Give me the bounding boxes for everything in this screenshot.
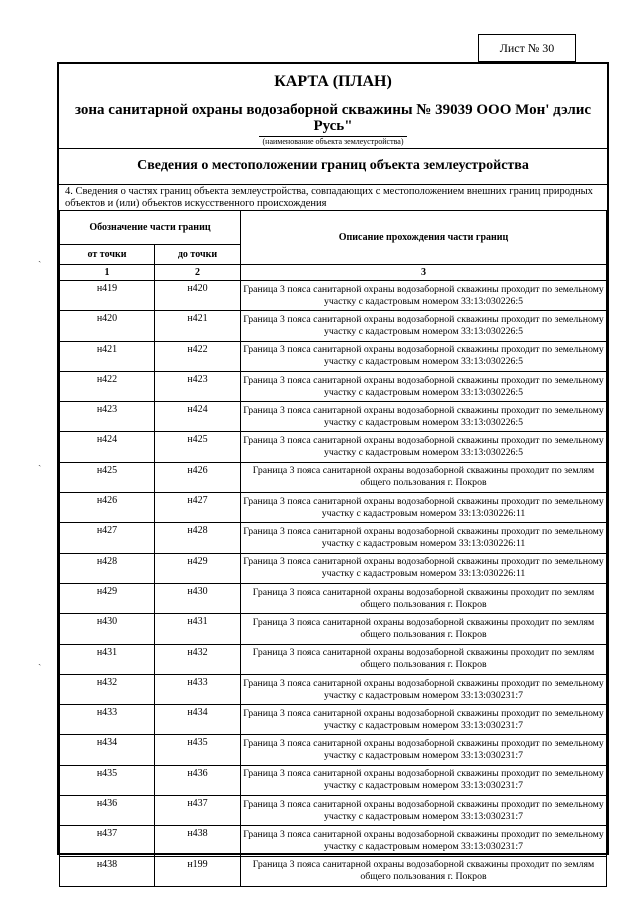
table-row [60, 705, 607, 735]
to-point: н428 [155, 523, 241, 553]
table-row [60, 371, 607, 401]
header-description: Описание прохождения части границ [241, 211, 607, 265]
from-point: н426 [60, 493, 155, 523]
header-boundary-part: Обозначение части границ [60, 211, 241, 245]
table-row [60, 553, 607, 583]
table-row [60, 432, 607, 462]
header-to-point: до точки [155, 245, 241, 265]
object-name: зона санитарной охраны водозаборной скважины № 39039 ООО Мон' дэлис Русь" [74, 102, 592, 134]
to-point: н423 [155, 371, 241, 401]
table-row [60, 523, 607, 553]
section-paragraph: 4. Сведения о частях границ объекта землеустройства, совпадающих с местоположением внешних границ природных объектов и (или) объектов искусственного происхождения [65, 186, 593, 209]
to-point: н421 [155, 311, 241, 341]
table-row [60, 796, 607, 826]
boundary-description: Граница 3 пояса санитарной охраны водозаборной скважины проходит по земельному участку с кадастровым номером 33:13:030226:5 [241, 371, 607, 401]
boundary-description: Граница 3 пояса санитарной охраны водозаборной скважины проходит по земельному участку с кадастровым номером 33:13:030226:5 [241, 341, 607, 371]
table-row [60, 614, 607, 644]
from-point: н428 [60, 553, 155, 583]
to-point: н427 [155, 493, 241, 523]
table-row [60, 583, 607, 613]
to-point: н424 [155, 402, 241, 432]
caption-text: (наименование объекта землеустройства) [259, 136, 408, 146]
to-point: н433 [155, 674, 241, 704]
from-point: н419 [60, 281, 155, 311]
object-name-caption [59, 137, 607, 146]
to-point: н436 [155, 765, 241, 795]
header-from-point: от точки [60, 245, 155, 265]
table-row [60, 462, 607, 492]
boundary-description: Граница 3 пояса санитарной охраны водозаборной скважины проходит по землям общего пользования г. Покров [241, 856, 607, 886]
to-point: н435 [155, 735, 241, 765]
table-row [60, 402, 607, 432]
boundary-description: Граница 3 пояса санитарной охраны водозаборной скважины проходит по земельному участку с кадастровым номером 33:13:030226:5 [241, 402, 607, 432]
column-number-2: 2 [155, 265, 241, 281]
to-point: н426 [155, 462, 241, 492]
to-point: н199 [155, 856, 241, 886]
table-row [60, 493, 607, 523]
boundary-description: Граница 3 пояса санитарной охраны водозаборной скважины проходит по земельному участку с кадастровым номером 33:13:030231:7 [241, 765, 607, 795]
from-point: н420 [60, 311, 155, 341]
boundary-description: Граница 3 пояса санитарной охраны водозаборной скважины проходит по земельному участку с кадастровым номером 33:13:030231:7 [241, 735, 607, 765]
from-point: н430 [60, 614, 155, 644]
from-point: н424 [60, 432, 155, 462]
boundary-description: Граница 3 пояса санитарной охраны водозаборной скважины проходит по землям общего пользования г. Покров [241, 583, 607, 613]
from-point: н435 [60, 765, 155, 795]
table-row [60, 644, 607, 674]
margin-mark: ˎ [38, 655, 42, 666]
table-body [60, 281, 607, 887]
from-point: н436 [60, 796, 155, 826]
boundary-description: Граница 3 пояса санитарной охраны водозаборной скважины проходит по земельному участку с кадастровым номером 33:13:030226:5 [241, 281, 607, 311]
table-row [60, 735, 607, 765]
to-point: н434 [155, 705, 241, 735]
margin-mark: ˎ [38, 252, 42, 263]
document-frame [57, 62, 609, 883]
boundary-description: Граница 3 пояса санитарной охраны водозаборной скважины проходит по земельному участку с кадастровым номером 33:13:030231:7 [241, 796, 607, 826]
boundary-description: Граница 3 пояса санитарной охраны водозаборной скважины проходит по земельному участку с кадастровым номером 33:13:030226:11 [241, 523, 607, 553]
to-point: н430 [155, 583, 241, 613]
from-point: н434 [60, 735, 155, 765]
column-number-3: 3 [241, 265, 607, 281]
from-point: н427 [60, 523, 155, 553]
boundary-description: Граница 3 пояса санитарной охраны водозаборной скважины проходит по земельному участку с кадастровым номером 33:13:030226:11 [241, 493, 607, 523]
from-point: н429 [60, 583, 155, 613]
boundary-description: Граница 3 пояса санитарной охраны водозаборной скважины проходит по землям общего пользования г. Покров [241, 644, 607, 674]
from-point: н421 [60, 341, 155, 371]
table-row [60, 311, 607, 341]
to-point: н431 [155, 614, 241, 644]
to-point: н422 [155, 341, 241, 371]
table-row [60, 281, 607, 311]
table-row [60, 341, 607, 371]
to-point: н420 [155, 281, 241, 311]
margin-mark: ˏ [38, 456, 42, 467]
boundary-description: Граница 3 пояса санитарной охраны водозаборной скважины проходит по земельному участку с кадастровым номером 33:13:030231:7 [241, 705, 607, 735]
from-point: н422 [60, 371, 155, 401]
to-point: н429 [155, 553, 241, 583]
from-point: н425 [60, 462, 155, 492]
from-point: н437 [60, 826, 155, 856]
boundary-description: Граница 3 пояса санитарной охраны водозаборной скважины проходит по землям общего пользования г. Покров [241, 462, 607, 492]
page-title: КАРТА (ПЛАН) [274, 73, 392, 90]
table-row [60, 674, 607, 704]
column-number-1: 1 [60, 265, 155, 281]
table-row [60, 826, 607, 856]
boundary-description: Граница 3 пояса санитарной охраны водозаборной скважины проходит по земельному участку с кадастровым номером 33:13:030226:5 [241, 432, 607, 462]
sheet-number: Лист № 30 [478, 34, 576, 62]
boundary-table [59, 210, 607, 887]
table-row [60, 765, 607, 795]
to-point: н437 [155, 796, 241, 826]
document-header [59, 64, 607, 149]
to-point: н425 [155, 432, 241, 462]
boundary-description: Граница 3 пояса санитарной охраны водозаборной скважины проходит по земельному участку с кадастровым номером 33:13:030231:7 [241, 674, 607, 704]
boundary-description: Граница 3 пояса санитарной охраны водозаборной скважины проходит по земельному участку с кадастровым номером 33:13:030231:7 [241, 826, 607, 856]
boundary-description: Граница 3 пояса санитарной охраны водозаборной скважины проходит по земельному участку с кадастровым номером 33:13:030226:5 [241, 311, 607, 341]
boundary-description: Граница 3 пояса санитарной охраны водозаборной скважины проходит по землям общего пользования г. Покров [241, 614, 607, 644]
from-point: н438 [60, 856, 155, 886]
table-row [60, 856, 607, 886]
boundary-description: Граница 3 пояса санитарной охраны водозаборной скважины проходит по земельному участку с кадастровым номером 33:13:030226:11 [241, 553, 607, 583]
to-point: н432 [155, 644, 241, 674]
section-title: Сведения о местоположении границ объекта землеустройства [59, 148, 607, 185]
from-point: н423 [60, 402, 155, 432]
from-point: н433 [60, 705, 155, 735]
from-point: н431 [60, 644, 155, 674]
from-point: н432 [60, 674, 155, 704]
to-point: н438 [155, 826, 241, 856]
